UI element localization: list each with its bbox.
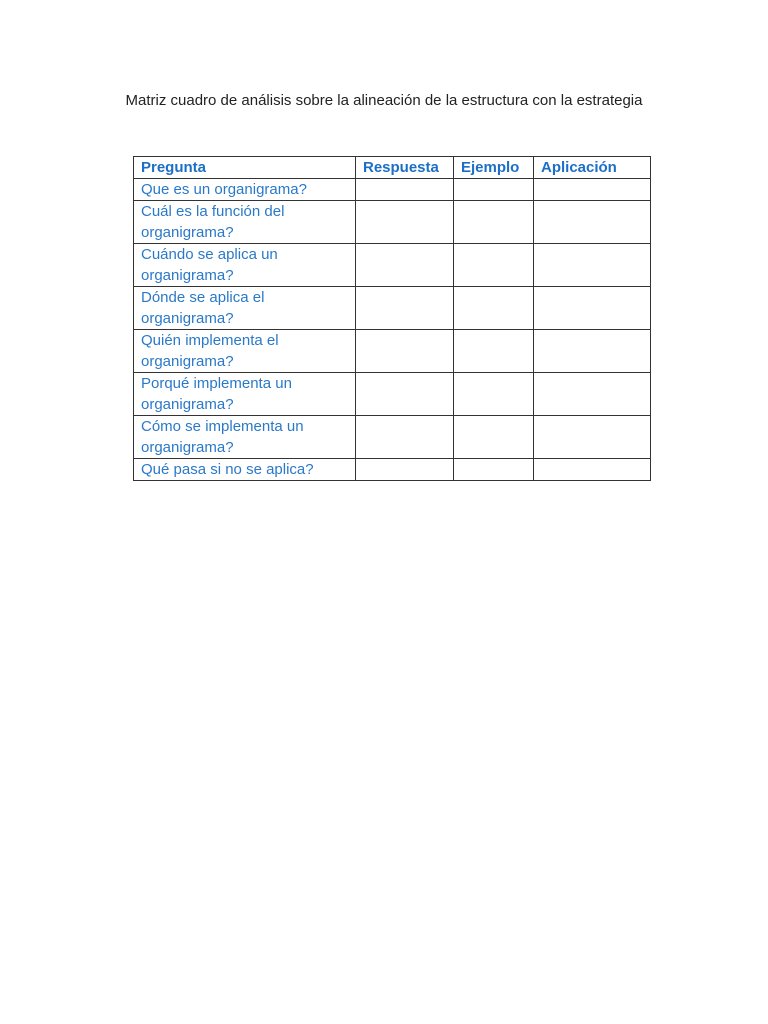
respuesta-cell	[356, 287, 454, 330]
ejemplo-cell	[454, 201, 534, 244]
pregunta-line: Cuál es la función del	[141, 203, 285, 220]
aplicacion-cell	[534, 330, 651, 373]
table-row	[134, 373, 651, 416]
ejemplo-cell	[454, 459, 534, 481]
table-row	[134, 179, 651, 201]
pregunta-line: organigrama?	[141, 310, 234, 327]
pregunta-line: Porqué implementa un	[141, 375, 292, 392]
respuesta-cell	[356, 244, 454, 287]
respuesta-cell	[356, 373, 454, 416]
analysis-matrix-table	[133, 156, 651, 481]
table-header-row	[134, 157, 651, 179]
pregunta-line: organigrama?	[141, 439, 234, 456]
pregunta-line: Dónde se aplica el	[141, 289, 265, 306]
table-row	[134, 459, 651, 481]
ejemplo-cell	[454, 179, 534, 201]
pregunta-line: organigrama?	[141, 396, 234, 413]
pregunta-line: Cuándo se aplica un	[141, 246, 278, 263]
aplicacion-cell	[534, 373, 651, 416]
aplicacion-cell	[534, 287, 651, 330]
pregunta-line: organigrama?	[141, 224, 234, 241]
table-row	[134, 330, 651, 373]
pregunta-cell	[134, 287, 356, 330]
ejemplo-cell	[454, 330, 534, 373]
ejemplo-cell	[454, 244, 534, 287]
aplicacion-cell	[534, 244, 651, 287]
ejemplo-cell	[454, 416, 534, 459]
pregunta-cell	[134, 201, 356, 244]
table-row	[134, 416, 651, 459]
header-ejemplo: Ejemplo	[454, 157, 534, 179]
aplicacion-cell	[534, 459, 651, 481]
aplicacion-cell	[534, 179, 651, 201]
header-respuesta: Respuesta	[356, 157, 454, 179]
pregunta-cell	[134, 373, 356, 416]
respuesta-cell	[356, 201, 454, 244]
pregunta-cell	[134, 459, 356, 481]
ejemplo-cell	[454, 373, 534, 416]
pregunta-cell	[134, 179, 356, 201]
table-row	[134, 244, 651, 287]
pregunta-cell	[134, 416, 356, 459]
pregunta-line: Qué pasa si no se aplica?	[141, 461, 314, 478]
respuesta-cell	[356, 459, 454, 481]
ejemplo-cell	[454, 287, 534, 330]
page-title: Matriz cuadro de análisis sobre la alineación de la estructura con la estrategia	[125, 92, 643, 109]
pregunta-line: Cómo se implementa un	[141, 418, 304, 435]
respuesta-cell	[356, 179, 454, 201]
pregunta-line: Que es un organigrama?	[141, 181, 307, 198]
pregunta-cell	[134, 330, 356, 373]
aplicacion-cell	[534, 416, 651, 459]
header-aplicacion: Aplicación	[534, 157, 651, 179]
aplicacion-cell	[534, 201, 651, 244]
pregunta-line: Quién implementa el	[141, 332, 279, 349]
table-row	[134, 201, 651, 244]
table-row	[134, 287, 651, 330]
header-pregunta: Pregunta	[134, 157, 356, 179]
pregunta-cell	[134, 244, 356, 287]
pregunta-line: organigrama?	[141, 353, 234, 370]
pregunta-line: organigrama?	[141, 267, 234, 284]
respuesta-cell	[356, 330, 454, 373]
respuesta-cell	[356, 416, 454, 459]
